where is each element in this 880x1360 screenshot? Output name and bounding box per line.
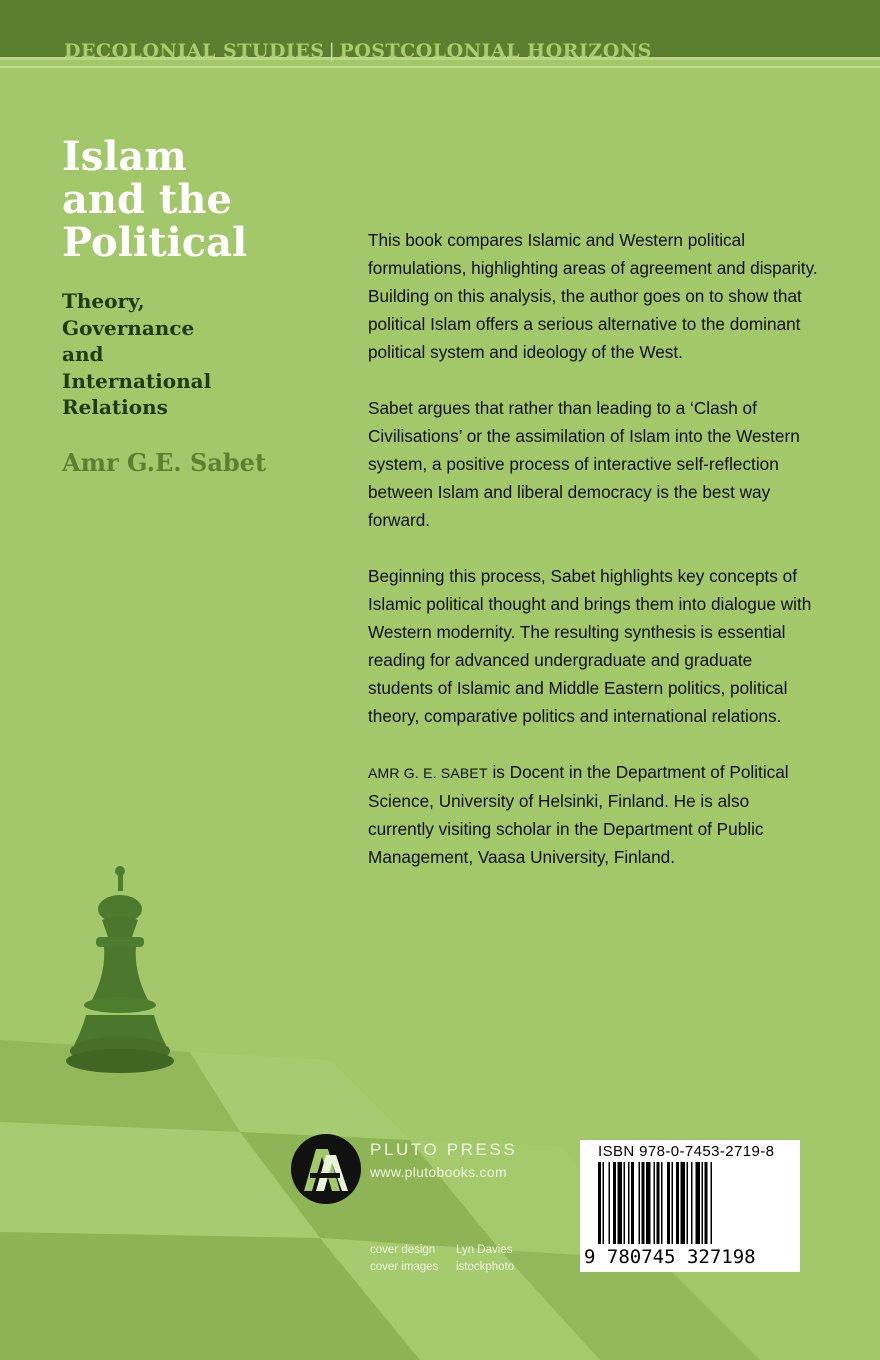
header-divider [0, 66, 880, 68]
author-bio-name: AMR G. E. SABET [368, 765, 488, 781]
barcode-bar [598, 1162, 601, 1244]
barcode-bar [603, 1162, 605, 1244]
barcode-bar [624, 1162, 626, 1244]
barcode-bar [613, 1162, 616, 1244]
isbn-label: ISBN 978-0-7453-2719-8 [598, 1143, 775, 1160]
barcode-bar [631, 1162, 634, 1244]
series-right: POSTCOLONIAL HORIZONS [339, 40, 652, 62]
credit-label: cover images [370, 1261, 439, 1273]
barcode-bar [667, 1162, 670, 1244]
series-header-bar [0, 0, 880, 60]
barcode-bar [639, 1162, 641, 1244]
barcode-bar [642, 1162, 645, 1244]
isbn-barcode [580, 1140, 800, 1272]
barcode-bar [681, 1162, 686, 1244]
barcode-bar [654, 1162, 656, 1244]
barcode-bar [711, 1162, 713, 1244]
back-cover-blurb [368, 226, 818, 899]
subtitle-line: Theory, [62, 289, 145, 313]
series-title [64, 40, 652, 62]
book-author: Amr G.E. Sabet [62, 448, 267, 477]
cover-credits [370, 1242, 514, 1276]
barcode-bar [702, 1162, 704, 1244]
subtitle-line: Governance [62, 315, 195, 340]
barcode-bar [696, 1162, 701, 1244]
barcode-bar [646, 1162, 651, 1244]
barcode-bar [628, 1162, 630, 1244]
subtitle-line: Relations [62, 395, 168, 419]
credit-label: cover design [370, 1244, 436, 1256]
barcode-bar [691, 1162, 693, 1244]
subtitle-line: and [62, 342, 104, 366]
title-line: Political [62, 219, 248, 266]
credit-value: Lyn Davies [456, 1244, 513, 1256]
publisher-url: www.plutobooks.com [370, 1164, 507, 1180]
author-bio-text: is Docent in the Department of Political Science, University of Helsinki, Finland. He is also currently visiting scholar in the Department of Public Management, Vaasa University, Finland. [368, 762, 789, 867]
barcode-bar [609, 1162, 611, 1244]
blurb-paragraph: This book compares Islamic and Western political formulations, highlighting areas of agreement and disparity. Building on this analysis, the author goes on to show that political Islam offers a serious alternative to the dominant political system and ideology of the West. [368, 230, 818, 362]
barcode-bar [661, 1162, 663, 1244]
series-separator: | [328, 40, 336, 62]
ean-digits: 9 780745 327198 [584, 1246, 756, 1268]
pluto-press-logo-icon [290, 1133, 362, 1205]
barcode-bar [657, 1162, 660, 1244]
title-line: Islam [62, 133, 187, 180]
credit-row [370, 1242, 514, 1259]
barcode-bar [618, 1162, 623, 1244]
subtitle-line: International [62, 368, 212, 393]
barcode-bar [672, 1162, 674, 1244]
credit-row [370, 1259, 514, 1276]
title-line: and the [62, 176, 232, 223]
barcode-bars-icon [580, 1162, 800, 1248]
blurb-paragraph: Beginning this process, Sabet highlights key concepts of Islamic political thought and brings them into dialogue with Western modernity. The resulting synthesis is essential reading for advanced undergraduate and graduate students of Islamic and Middle Eastern politics, political theory, comparative politics and international relations. [368, 566, 812, 726]
book-subtitle [62, 288, 211, 421]
blurb-paragraph: Sabet argues that rather than leading to a ‘Clash of Civilisations’ or the assimilation of Islam into the Western system, a positive process of interactive self-reflection between Islam and liberal democracy is the best way forward. [368, 398, 800, 530]
credit-value: istockphoto [456, 1261, 515, 1273]
barcode-bar [687, 1162, 689, 1244]
publisher-name: PLUTO PRESS [370, 1140, 518, 1159]
author-bio [368, 758, 818, 871]
book-title [62, 135, 247, 264]
crescent-chess-pawn-icon [62, 825, 182, 1105]
barcode-bar [705, 1162, 708, 1244]
barcode-bar [676, 1162, 679, 1244]
series-left: DECOLONIAL STUDIES [64, 40, 325, 62]
